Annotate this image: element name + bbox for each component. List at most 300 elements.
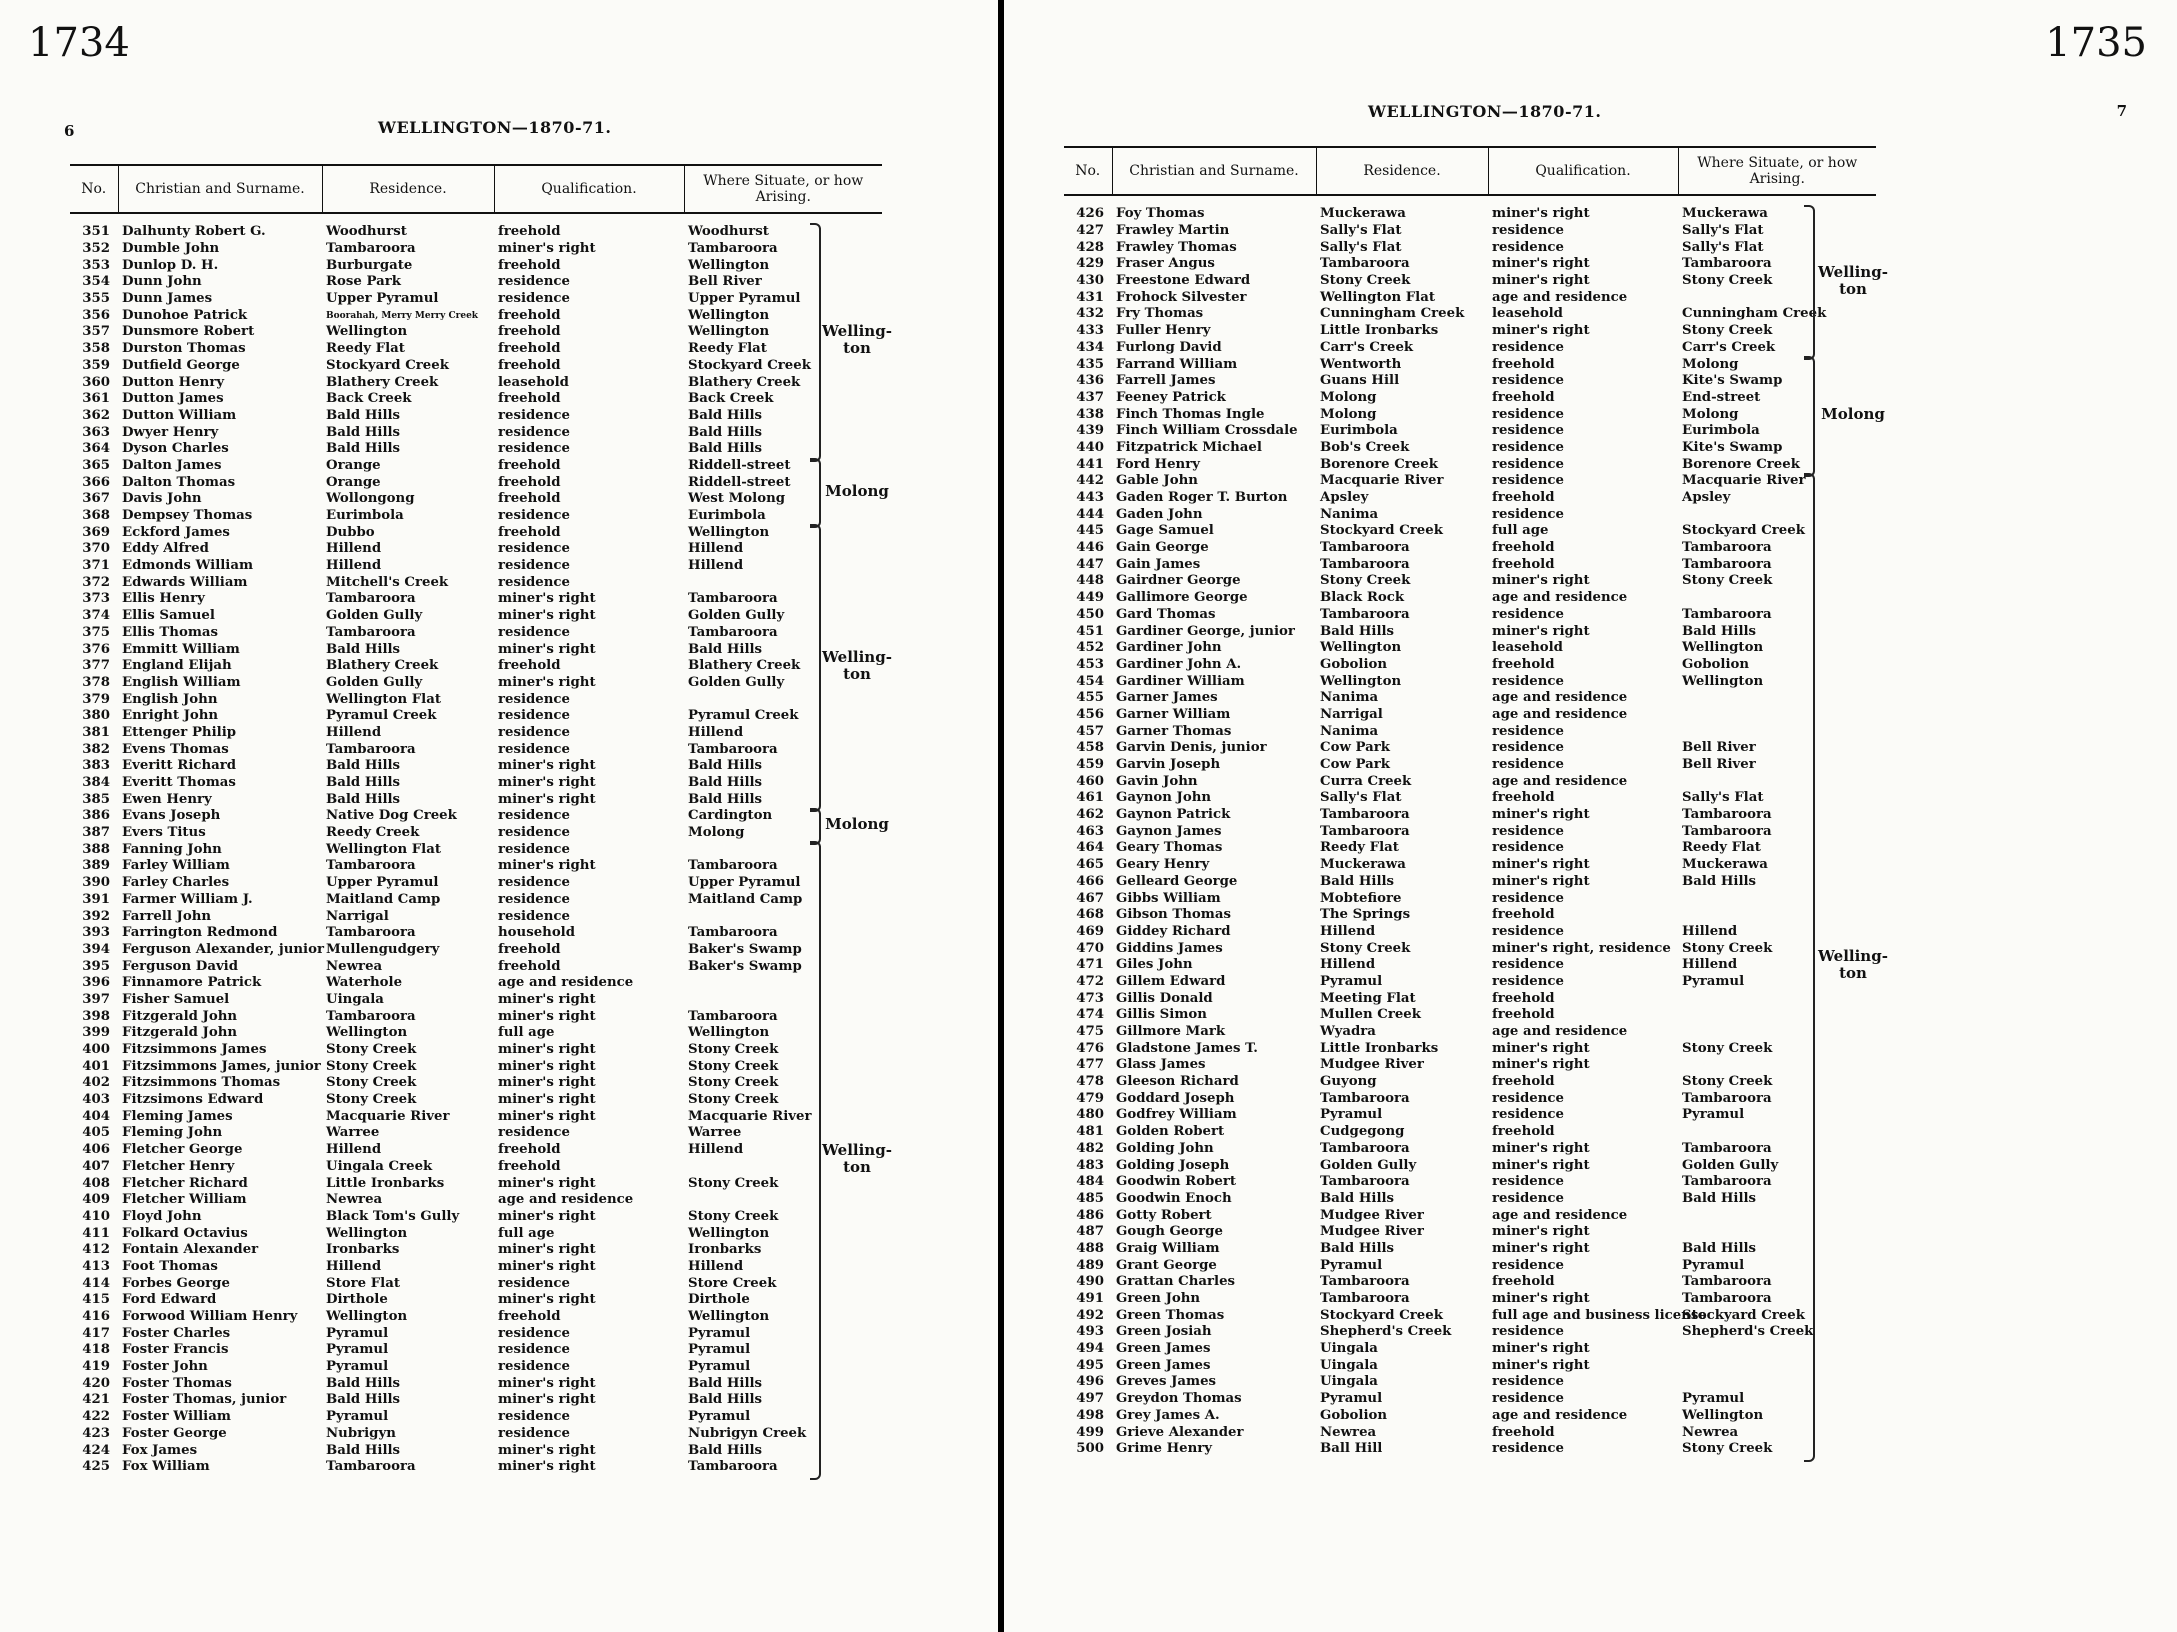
- entry-number-cell: 425: [82, 1459, 110, 1475]
- residence-cell: Narrigal: [1320, 706, 1383, 722]
- voter-name-cell: Edmonds William: [122, 558, 254, 574]
- where-situate-cell: Stony Creek: [1682, 323, 1773, 339]
- qualification-cell: full age and business license: [1492, 1307, 1707, 1323]
- residence-cell: Bald Hills: [326, 758, 401, 774]
- residence-cell: Tambaroora: [326, 1459, 416, 1475]
- where-situate-cell: [1678, 506, 1876, 523]
- voter-name-cell: Golding John: [1116, 1140, 1214, 1156]
- table-row: [70, 574, 882, 591]
- qualification-cell: residence: [498, 624, 570, 640]
- voter-name-cell: Gain George: [1116, 540, 1209, 556]
- qualification-cell: miner's right, residence: [1492, 940, 1671, 956]
- residence-cell: Bald Hills: [326, 641, 401, 657]
- qualification-cell: freehold: [498, 474, 561, 490]
- voter-name-cell: Fry Thomas: [1116, 306, 1204, 322]
- table-row: [70, 391, 882, 408]
- entry-number-cell: 485: [1076, 1190, 1104, 1206]
- where-situate-cell: Carr's Creek: [1682, 339, 1776, 355]
- residence-cell: Back Creek: [326, 391, 412, 407]
- residence-cell: Reedy Flat: [326, 341, 405, 357]
- table-row: [1064, 1141, 1876, 1158]
- voter-name-cell: Furlong David: [1116, 339, 1222, 355]
- entry-number-cell: 351: [82, 224, 110, 240]
- residence-cell: Narrigal: [326, 908, 389, 924]
- voter-name-cell: Dalton Thomas: [122, 474, 236, 490]
- residence-cell: Apsley: [1320, 490, 1369, 506]
- residence-cell: Stockyard Creek: [1320, 1307, 1443, 1323]
- where-situate-cell: Pyramul: [688, 1409, 751, 1425]
- entry-number-cell: 434: [1076, 339, 1104, 355]
- where-situate-cell: End-street: [1682, 389, 1761, 405]
- where-situate-cell: [1678, 1357, 1876, 1374]
- table-row: [70, 458, 882, 475]
- table-row: [1064, 940, 1876, 957]
- voter-name-cell: Farrell James: [1116, 373, 1216, 389]
- table-row: [1064, 1207, 1876, 1224]
- residence-cell: Uingala Creek: [326, 1158, 433, 1174]
- qualification-cell: residence: [498, 825, 570, 841]
- where-situate-cell: Tambaroora: [1682, 1291, 1772, 1307]
- where-situate-cell: Woodhurst: [688, 224, 769, 240]
- where-situate-cell: Hillend: [688, 558, 744, 574]
- where-situate-cell: Baker's Swamp: [688, 941, 802, 957]
- voter-name-cell: Gage Samuel: [1116, 523, 1214, 539]
- qualification-cell: age and residence: [1492, 773, 1628, 789]
- qualification-cell: residence: [1492, 223, 1564, 239]
- entry-number-cell: 445: [1076, 523, 1104, 539]
- district-label: Welling- ton: [822, 648, 892, 684]
- qualification-cell: residence: [498, 1409, 570, 1425]
- table-row: [1064, 540, 1876, 557]
- residence-cell: Burburgate: [326, 257, 413, 273]
- table-row: [1064, 223, 1876, 240]
- qualification-cell: residence: [1492, 823, 1564, 839]
- residence-cell: Mullen Creek: [1320, 1007, 1421, 1023]
- table-row: [70, 1042, 882, 1059]
- residence-cell: Warree: [326, 1125, 380, 1141]
- entry-number-cell: 358: [82, 341, 110, 357]
- table-row: [1064, 1408, 1876, 1425]
- where-situate-cell: Eurimbola: [688, 508, 766, 524]
- residence-cell: Little Ironbarks: [1320, 1040, 1439, 1056]
- table-row: [70, 942, 882, 959]
- voter-name-cell: Fitzsimmons James: [122, 1042, 267, 1058]
- entry-number-cell: 393: [82, 925, 110, 941]
- residence-cell: Wellington: [326, 324, 408, 340]
- left-corner-number: 1734: [28, 20, 130, 66]
- table-row: [70, 858, 882, 875]
- entry-number-cell: 409: [82, 1192, 110, 1208]
- qualification-cell: miner's right: [498, 1208, 596, 1224]
- qualification-cell: miner's right: [498, 791, 596, 807]
- qualification-cell: freehold: [498, 341, 561, 357]
- where-situate-cell: [684, 992, 882, 1009]
- table-row: [70, 424, 882, 441]
- qualification-cell: residence: [498, 407, 570, 423]
- table-row: [70, 524, 882, 541]
- where-situate-cell: Bell River: [1682, 757, 1756, 773]
- qualification-cell: residence: [1492, 757, 1564, 773]
- voter-name-cell: Ellis Henry: [122, 591, 205, 607]
- residence-cell: Mitchell's Creek: [326, 574, 449, 590]
- where-situate-cell: Wellington: [688, 1025, 770, 1041]
- residence-cell: Maitland Camp: [326, 891, 441, 907]
- table-row: [70, 307, 882, 324]
- residence-cell: Upper Pyramul: [326, 875, 439, 891]
- entry-number-cell: 436: [1076, 373, 1104, 389]
- entry-number-cell: 441: [1076, 456, 1104, 472]
- voter-name-cell: Foster George: [122, 1425, 227, 1441]
- residence-cell: Wellington: [326, 1225, 408, 1241]
- where-situate-cell: Golden Gully: [688, 674, 785, 690]
- table-row: [70, 1142, 882, 1159]
- voter-name-cell: Ford Edward: [122, 1292, 217, 1308]
- table-row: [1064, 640, 1876, 657]
- qualification-cell: full age: [498, 1025, 555, 1041]
- where-situate-cell: [684, 908, 882, 925]
- where-situate-cell: Pyramul: [688, 1359, 751, 1375]
- residence-cell: Mudgee River: [1320, 1224, 1424, 1240]
- residence-cell: Hillend: [326, 558, 382, 574]
- entry-number-cell: 433: [1076, 323, 1104, 339]
- where-situate-cell: Bald Hills: [1682, 873, 1757, 889]
- table-row: [1064, 707, 1876, 724]
- qualification-cell: miner's right: [498, 1175, 596, 1191]
- where-situate-cell: [1678, 690, 1876, 707]
- where-situate-cell: Tambaroora: [688, 925, 778, 941]
- qualification-cell: miner's right: [498, 241, 596, 257]
- where-situate-cell: Tambaroora: [1682, 606, 1772, 622]
- qualification-cell: miner's right: [1492, 1224, 1590, 1240]
- entry-number-cell: 415: [82, 1292, 110, 1308]
- entry-number-cell: 388: [82, 841, 110, 857]
- entry-number-cell: 385: [82, 791, 110, 807]
- district-label: Welling- ton: [1818, 947, 1888, 983]
- voter-name-cell: Dempsey Thomas: [122, 508, 253, 524]
- table-row: [70, 257, 882, 274]
- entry-number-cell: 439: [1076, 423, 1104, 439]
- voter-name-cell: Farley Charles: [122, 875, 230, 891]
- residence-cell: Tambaroora: [1320, 1140, 1410, 1156]
- where-situate-cell: Pyramul: [1682, 1107, 1745, 1123]
- right-header-row: [1064, 147, 1876, 195]
- table-row: [70, 808, 882, 825]
- where-situate-cell: Stockyard Creek: [1682, 1307, 1805, 1323]
- qualification-cell: residence: [498, 808, 570, 824]
- where-situate-cell: Sally's Flat: [1682, 790, 1764, 806]
- entry-number-cell: 470: [1076, 940, 1104, 956]
- table-row: [1064, 423, 1876, 440]
- table-row: [1064, 1107, 1876, 1124]
- entry-number-cell: 461: [1076, 790, 1104, 806]
- entry-number-cell: 429: [1076, 256, 1104, 272]
- voter-name-cell: Enright John: [122, 708, 219, 724]
- table-row: [1064, 340, 1876, 357]
- voter-name-cell: Grattan Charles: [1116, 1274, 1236, 1290]
- qualification-cell: residence: [1492, 1324, 1564, 1340]
- voter-name-cell: Gairdner George: [1116, 573, 1241, 589]
- right-page: [1004, 0, 2177, 1632]
- qualification-cell: miner's right: [1492, 1341, 1590, 1357]
- voter-name-cell: Dutton Henry: [122, 374, 225, 390]
- entry-number-cell: 477: [1076, 1057, 1104, 1073]
- residence-cell: Blathery Creek: [326, 658, 439, 674]
- voter-name-cell: Fitzsimmons James, junior: [122, 1058, 321, 1074]
- residence-cell: Nanima: [1320, 506, 1379, 522]
- entry-number-cell: 451: [1076, 623, 1104, 639]
- voter-name-cell: Gardiner William: [1116, 673, 1245, 689]
- table-row: [1064, 1241, 1876, 1258]
- right-corner-number: 1735: [2045, 20, 2147, 66]
- voter-name-cell: Gelleard George: [1116, 873, 1238, 889]
- voter-name-cell: Fletcher Henry: [122, 1158, 235, 1174]
- entry-number-cell: 458: [1076, 740, 1104, 756]
- qualification-cell: residence: [498, 558, 570, 574]
- where-situate-cell: [1678, 1057, 1876, 1074]
- voter-name-cell: Dumble John: [122, 241, 220, 257]
- entry-number-cell: 432: [1076, 306, 1104, 322]
- residence-cell: Shepherd's Creek: [1320, 1324, 1452, 1340]
- table-row: [70, 1008, 882, 1025]
- voter-name-cell: Farmer William J.: [122, 891, 253, 907]
- table-row: [70, 1209, 882, 1226]
- qualification-cell: residence: [498, 441, 570, 457]
- where-situate-cell: Stony Creek: [1682, 1441, 1773, 1457]
- residence-cell: Mullengudgery: [326, 941, 440, 957]
- voter-name-cell: Feeney Patrick: [1116, 389, 1226, 405]
- voter-name-cell: Dunn John: [122, 274, 202, 290]
- entry-number-cell: 428: [1076, 239, 1104, 255]
- table-row: [70, 708, 882, 725]
- table-row: [1064, 1124, 1876, 1141]
- voter-name-cell: Ewen Henry: [122, 791, 212, 807]
- voter-name-cell: Gillmore Mark: [1116, 1024, 1226, 1040]
- where-situate-cell: Muckerawa: [1682, 206, 1768, 222]
- where-situate-cell: [684, 1192, 882, 1209]
- qualification-cell: freehold: [498, 224, 561, 240]
- entry-number-cell: 403: [82, 1092, 110, 1108]
- table-row: [1064, 323, 1876, 340]
- voter-name-cell: Evers Titus: [122, 825, 206, 841]
- voter-name-cell: Davis John: [122, 491, 202, 507]
- qualification-cell: miner's right: [1492, 1157, 1590, 1173]
- qualification-cell: residence: [498, 708, 570, 724]
- table-row: [70, 1375, 882, 1392]
- entry-number-cell: 374: [82, 608, 110, 624]
- where-situate-cell: Stony Creek: [1682, 273, 1773, 289]
- voter-name-cell: Goddard Joseph: [1116, 1090, 1235, 1106]
- voter-name-cell: Gillem Edward: [1116, 973, 1226, 989]
- entry-number-cell: 472: [1076, 973, 1104, 989]
- residence-cell: Wellington Flat: [1320, 289, 1435, 305]
- where-situate-cell: Bald Hills: [688, 1442, 763, 1458]
- voter-name-cell: Fitzsimons Edward: [122, 1092, 264, 1108]
- district-label: Welling- ton: [822, 322, 892, 358]
- residence-cell: Guyong: [1320, 1074, 1377, 1090]
- qualification-cell: miner's right: [498, 775, 596, 791]
- where-situate-cell: Stony Creek: [1682, 1074, 1773, 1090]
- voter-name-cell: Fletcher Richard: [122, 1175, 248, 1191]
- residence-cell: Tambaroora: [1320, 556, 1410, 572]
- where-situate-cell: Wellington: [688, 257, 770, 273]
- entry-number-cell: 401: [82, 1058, 110, 1074]
- voter-name-cell: Gough George: [1116, 1224, 1223, 1240]
- where-situate-cell: Wellington: [688, 307, 770, 323]
- entry-number-cell: 426: [1076, 206, 1104, 222]
- where-situate-cell: Stony Creek: [688, 1042, 779, 1058]
- residence-cell: Muckerawa: [1320, 206, 1406, 222]
- qualification-cell: freehold: [1492, 556, 1555, 572]
- voter-name-cell: Fletcher George: [122, 1142, 243, 1158]
- entry-number-cell: 469: [1076, 923, 1104, 939]
- table-row: [70, 1242, 882, 1259]
- table-row: [1064, 590, 1876, 607]
- qualification-cell: miner's right: [498, 1058, 596, 1074]
- residence-cell: Borenore Creek: [1320, 456, 1438, 472]
- voter-name-cell: Garner William: [1116, 706, 1231, 722]
- voter-name-cell: Finch Thomas Ingle: [1116, 406, 1265, 422]
- qualification-cell: residence: [498, 1275, 570, 1291]
- residence-cell: Tambaroora: [1320, 1274, 1410, 1290]
- voter-name-cell: Frawley Martin: [1116, 223, 1230, 239]
- residence-cell: Orange: [326, 457, 381, 473]
- qualification-cell: residence: [1492, 1441, 1564, 1457]
- entry-number-cell: 491: [1076, 1291, 1104, 1307]
- voter-name-cell: Dwyer Henry: [122, 424, 219, 440]
- qualification-cell: residence: [1492, 373, 1564, 389]
- residence-cell: Golden Gully: [326, 674, 423, 690]
- table-row: [1064, 1224, 1876, 1241]
- residence-cell: Pyramul: [326, 1325, 389, 1341]
- where-situate-cell: Upper Pyramul: [688, 875, 801, 891]
- qualification-cell: freehold: [498, 524, 561, 540]
- column-header-qualification: Qualification.: [1488, 147, 1678, 195]
- table-row: [1064, 1357, 1876, 1374]
- residence-cell: Tambaroora: [1320, 1090, 1410, 1106]
- qualification-cell: residence: [1492, 740, 1564, 756]
- voter-name-cell: Dutfield George: [122, 357, 240, 373]
- residence-cell: Black Tom's Gully: [326, 1208, 460, 1224]
- entry-number-cell: 394: [82, 941, 110, 957]
- voter-name-cell: Farrand William: [1116, 356, 1238, 372]
- qualification-cell: full age: [1492, 523, 1549, 539]
- table-row: [1064, 924, 1876, 941]
- residence-cell: Macquarie River: [1320, 473, 1444, 489]
- voter-name-cell: Fleming James: [122, 1108, 233, 1124]
- residence-cell: Guans Hill: [1320, 373, 1400, 389]
- where-situate-cell: Borenore Creek: [1682, 456, 1800, 472]
- voter-name-cell: Dalton James: [122, 457, 222, 473]
- voter-name-cell: Graig William: [1116, 1240, 1220, 1256]
- where-situate-cell: Wellington: [688, 524, 770, 540]
- qualification-cell: miner's right: [498, 1392, 596, 1408]
- residence-cell: Wyadra: [1320, 1024, 1376, 1040]
- voter-name-cell: Emmitt William: [122, 641, 240, 657]
- entry-number-cell: 478: [1076, 1074, 1104, 1090]
- residence-cell: Bald Hills: [326, 1442, 401, 1458]
- residence-cell: Eurimbola: [1320, 423, 1398, 439]
- where-situate-cell: Tambaroora: [1682, 807, 1772, 823]
- entry-number-cell: 417: [82, 1325, 110, 1341]
- voter-name-cell: Gleeson Richard: [1116, 1074, 1239, 1090]
- where-situate-cell: Stony Creek: [688, 1208, 779, 1224]
- residence-cell: Nanima: [1320, 723, 1379, 739]
- where-situate-cell: Back Creek: [688, 391, 774, 407]
- residence-cell: Bald Hills: [326, 791, 401, 807]
- where-situate-cell: [1678, 707, 1876, 724]
- entry-number-cell: 355: [82, 291, 110, 307]
- entry-number-cell: 386: [82, 808, 110, 824]
- table-row: [70, 691, 882, 708]
- left-page-title: WELLINGTON—1870-71.: [378, 118, 612, 137]
- qualification-cell: miner's right: [498, 591, 596, 607]
- qualification-cell: residence: [498, 1342, 570, 1358]
- table-row: [1064, 790, 1876, 807]
- table-row: [1064, 490, 1876, 507]
- qualification-cell: leasehold: [1492, 306, 1563, 322]
- entry-number-cell: 489: [1076, 1257, 1104, 1273]
- entry-number-cell: 440: [1076, 439, 1104, 455]
- where-situate-cell: Wellington: [1682, 640, 1764, 656]
- where-situate-cell: Bald Hills: [688, 641, 763, 657]
- residence-cell: Uingala: [1320, 1357, 1378, 1373]
- table-row: [1064, 523, 1876, 540]
- entry-number-cell: 377: [82, 658, 110, 674]
- entry-number-cell: 444: [1076, 506, 1104, 522]
- table-row: [1064, 657, 1876, 674]
- qualification-cell: miner's right: [1492, 323, 1590, 339]
- entry-number-cell: 418: [82, 1342, 110, 1358]
- qualification-cell: residence: [1492, 1174, 1564, 1190]
- where-situate-cell: Bald Hills: [1682, 1190, 1757, 1206]
- qualification-cell: residence: [498, 841, 570, 857]
- table-row: [1064, 1307, 1876, 1324]
- table-row: [1064, 239, 1876, 256]
- entry-number-cell: 378: [82, 674, 110, 690]
- entry-number-cell: 430: [1076, 273, 1104, 289]
- table-row: [70, 1325, 882, 1342]
- where-situate-cell: Bald Hills: [688, 758, 763, 774]
- qualification-cell: freehold: [498, 658, 561, 674]
- table-row: [70, 1025, 882, 1042]
- qualification-cell: residence: [498, 1425, 570, 1441]
- table-row: [70, 975, 882, 992]
- entry-number-cell: 416: [82, 1309, 110, 1325]
- table-row: [70, 1359, 882, 1376]
- voter-name-cell: Gaynon Patrick: [1116, 807, 1231, 823]
- where-situate-cell: Stony Creek: [688, 1058, 779, 1074]
- residence-cell: Waterhole: [326, 975, 403, 991]
- where-situate-cell: Tambaroora: [688, 858, 778, 874]
- table-row: [1064, 1341, 1876, 1358]
- table-row: [1064, 289, 1876, 306]
- voter-name-cell: Fitzsimmons Thomas: [122, 1075, 281, 1091]
- voter-name-cell: England Elijah: [122, 658, 232, 674]
- voter-name-cell: Fitzgerald John: [122, 1008, 238, 1024]
- table-row: [70, 1426, 882, 1443]
- entry-number-cell: 481: [1076, 1124, 1104, 1140]
- qualification-cell: age and residence: [1492, 590, 1628, 606]
- where-situate-cell: Baker's Swamp: [688, 958, 802, 974]
- where-situate-cell: Sally's Flat: [1682, 239, 1764, 255]
- table-row: [1064, 623, 1876, 640]
- voter-name-cell: Gibson Thomas: [1116, 907, 1231, 923]
- voter-name-cell: Fletcher William: [122, 1192, 247, 1208]
- entry-number-cell: 496: [1076, 1374, 1104, 1390]
- voter-name-cell: Geary Thomas: [1116, 840, 1223, 856]
- voter-name-cell: Ellis Thomas: [122, 624, 219, 640]
- voter-name-cell: Finch William Crossdale: [1116, 423, 1298, 439]
